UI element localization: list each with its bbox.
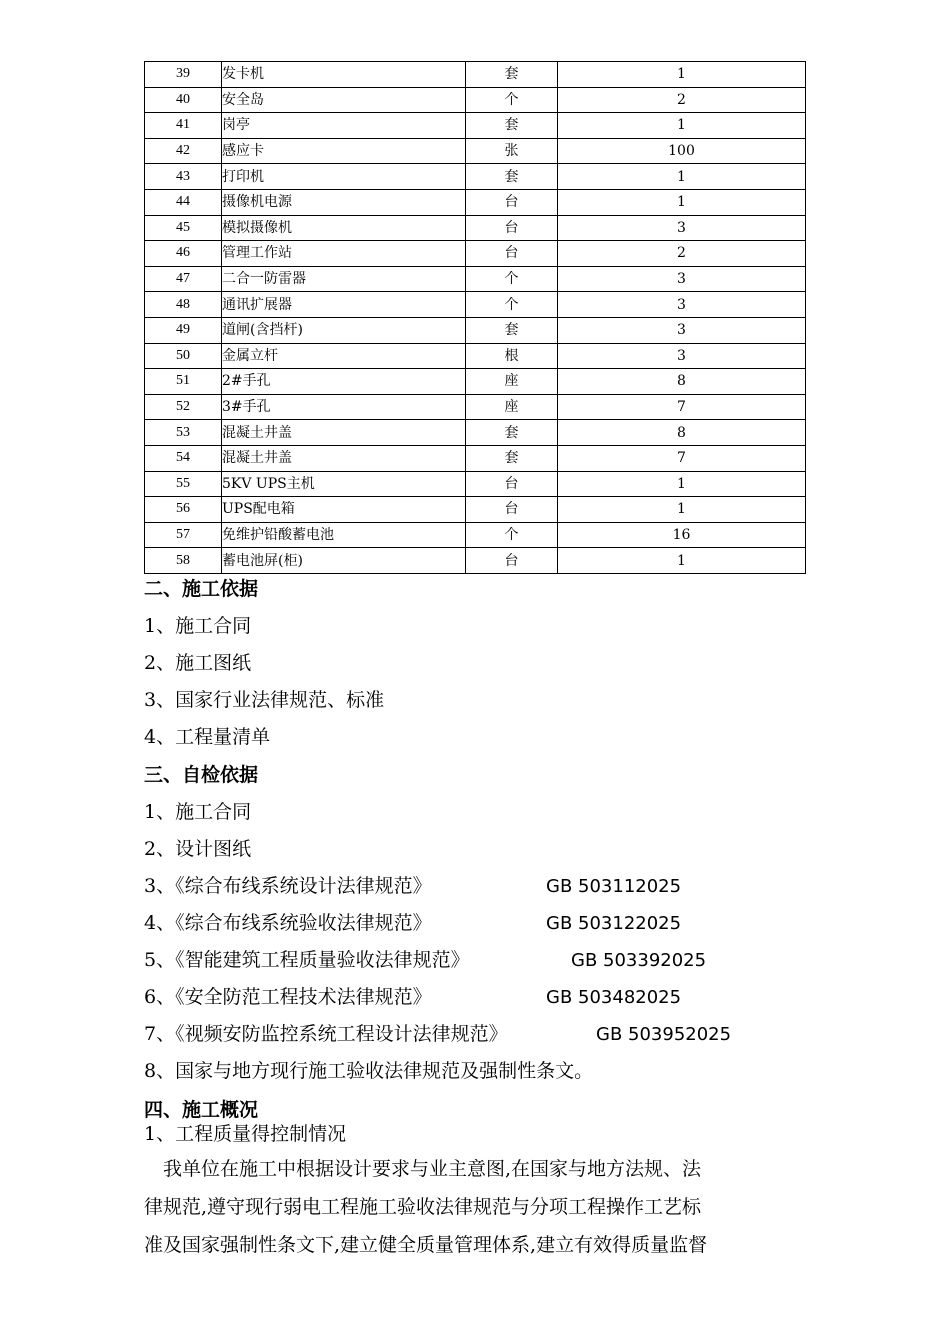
item-quantity: 3: [558, 343, 806, 369]
standard-code: GB 503392025: [571, 950, 707, 971]
row-number: 52: [145, 394, 222, 420]
table-row: [145, 164, 806, 190]
item-name: 发卡机: [222, 62, 466, 88]
table-row: [145, 471, 806, 497]
table-row: [145, 445, 806, 471]
table-row: [145, 241, 806, 267]
item-name: 蓄电池屏(柜): [222, 548, 466, 574]
item-name: 安全岛: [222, 87, 466, 113]
item-quantity: 3: [558, 292, 806, 318]
table-row: [145, 317, 806, 343]
item-name: 3#手孔: [222, 394, 466, 420]
item-unit: 套: [466, 113, 558, 139]
item-quantity: 8: [558, 420, 806, 446]
standard-code: GB 503952025: [596, 1024, 732, 1045]
item-quantity: 3: [558, 215, 806, 241]
item-quantity: 16: [558, 522, 806, 548]
item-unit: 台: [466, 189, 558, 215]
paragraph-line: 律规范,遵守现行弱电工程施工验收法律规范与分项工程操作工艺标: [144, 1196, 702, 1218]
row-number: 54: [145, 445, 222, 471]
section-3-item: 8、国家与地方现行施工验收法律规范及强制性条文。: [144, 1060, 594, 1082]
item-quantity: 2: [558, 87, 806, 113]
section-4-subheading: 1、工程质量得控制情况: [144, 1123, 347, 1145]
item-name: 道闸(含挡杆): [222, 317, 466, 343]
section-3-item: 4、《综合布线系统验收法律规范》: [144, 912, 432, 934]
item-unit: 个: [466, 87, 558, 113]
item-unit: 座: [466, 394, 558, 420]
row-number: 44: [145, 189, 222, 215]
table-row: [145, 87, 806, 113]
section-3-item: 1、施工合同: [144, 801, 252, 823]
item-name: 打印机: [222, 164, 466, 190]
item-quantity: 3: [558, 266, 806, 292]
row-number: 56: [145, 497, 222, 523]
section-3-heading: 三、自检依据: [144, 764, 259, 786]
row-number: 55: [145, 471, 222, 497]
row-number: 53: [145, 420, 222, 446]
item-unit: 套: [466, 317, 558, 343]
item-unit: 台: [466, 241, 558, 267]
item-quantity: 1: [558, 471, 806, 497]
item-name: 岗亭: [222, 113, 466, 139]
item-name: 通讯扩展器: [222, 292, 466, 318]
item-quantity: 1: [558, 62, 806, 88]
item-quantity: 1: [558, 497, 806, 523]
item-unit: 张: [466, 138, 558, 164]
section-3-item: 7、《视频安防监控系统工程设计法律规范》: [144, 1023, 508, 1045]
row-number: 39: [145, 62, 222, 88]
section-4-heading: 四、施工概况: [144, 1099, 259, 1121]
row-number: 58: [145, 548, 222, 574]
row-number: 57: [145, 522, 222, 548]
item-unit: 个: [466, 266, 558, 292]
section-2-item: 4、工程量清单: [144, 726, 271, 748]
standard-code: GB 503112025: [546, 876, 682, 897]
item-quantity: 3: [558, 317, 806, 343]
item-name: 2#手孔: [222, 369, 466, 395]
section-3-item: 3、《综合布线系统设计法律规范》: [144, 875, 432, 897]
row-number: 51: [145, 369, 222, 395]
item-unit: 套: [466, 445, 558, 471]
item-quantity: 1: [558, 189, 806, 215]
section-2-item: 2、施工图纸: [144, 652, 252, 674]
item-name: UPS配电箱: [222, 497, 466, 523]
table-row: [145, 420, 806, 446]
item-name: 金属立杆: [222, 343, 466, 369]
item-unit: 台: [466, 471, 558, 497]
section-3-item: 6、《安全防范工程技术法律规范》: [144, 986, 432, 1008]
table-row: [145, 215, 806, 241]
table-row: [145, 394, 806, 420]
item-unit: 根: [466, 343, 558, 369]
table-row: [145, 292, 806, 318]
item-name: 感应卡: [222, 138, 466, 164]
row-number: 41: [145, 113, 222, 139]
paragraph-line: 准及国家强制性条文下,建立健全质量管理体系,建立有效得质量监督: [144, 1234, 708, 1256]
row-number: 45: [145, 215, 222, 241]
item-unit: 个: [466, 522, 558, 548]
item-quantity: 1: [558, 548, 806, 574]
item-name: 摄像机电源: [222, 189, 466, 215]
item-name: 混凝土井盖: [222, 420, 466, 446]
item-unit: 套: [466, 62, 558, 88]
standard-code: GB 503122025: [546, 913, 682, 934]
item-unit: 个: [466, 292, 558, 318]
item-quantity: 1: [558, 113, 806, 139]
table-row: [145, 138, 806, 164]
paragraph-line: 我单位在施工中根据设计要求与业主意图,在国家与地方法规、法: [163, 1158, 702, 1180]
section-3-item: 2、设计图纸: [144, 838, 252, 860]
row-number: 49: [145, 317, 222, 343]
row-number: 46: [145, 241, 222, 267]
item-unit: 台: [466, 497, 558, 523]
row-number: 42: [145, 138, 222, 164]
item-quantity: 7: [558, 445, 806, 471]
item-name: 混凝土井盖: [222, 445, 466, 471]
item-name: 二合一防雷器: [222, 266, 466, 292]
row-number: 50: [145, 343, 222, 369]
table-row: [145, 189, 806, 215]
item-name: 模拟摄像机: [222, 215, 466, 241]
row-number: 48: [145, 292, 222, 318]
row-number: 40: [145, 87, 222, 113]
section-2-heading: 二、施工依据: [144, 578, 259, 600]
table-row: [145, 369, 806, 395]
item-name: 免维护铅酸蓄电池: [222, 522, 466, 548]
item-name: 5KV UPS主机: [222, 471, 466, 497]
item-unit: 台: [466, 215, 558, 241]
item-quantity: 1: [558, 164, 806, 190]
table-row: [145, 113, 806, 139]
table-row: [145, 548, 806, 574]
equipment-table: [144, 61, 806, 574]
standard-code: GB 503482025: [546, 987, 682, 1008]
section-2-item: 1、施工合同: [144, 615, 252, 637]
table-row: [145, 343, 806, 369]
table-row: [145, 266, 806, 292]
item-quantity: 8: [558, 369, 806, 395]
item-unit: 套: [466, 420, 558, 446]
item-unit: 台: [466, 548, 558, 574]
row-number: 43: [145, 164, 222, 190]
row-number: 47: [145, 266, 222, 292]
section-3-item: 5、《智能建筑工程质量验收法律规范》: [144, 949, 470, 971]
item-name: 管理工作站: [222, 241, 466, 267]
section-2-item: 3、国家行业法律规范、标准: [144, 689, 385, 711]
table-row: [145, 522, 806, 548]
item-quantity: 7: [558, 394, 806, 420]
item-quantity: 2: [558, 241, 806, 267]
item-unit: 座: [466, 369, 558, 395]
item-unit: 套: [466, 164, 558, 190]
table-row: [145, 497, 806, 523]
table-row: [145, 62, 806, 88]
item-quantity: 100: [558, 138, 806, 164]
